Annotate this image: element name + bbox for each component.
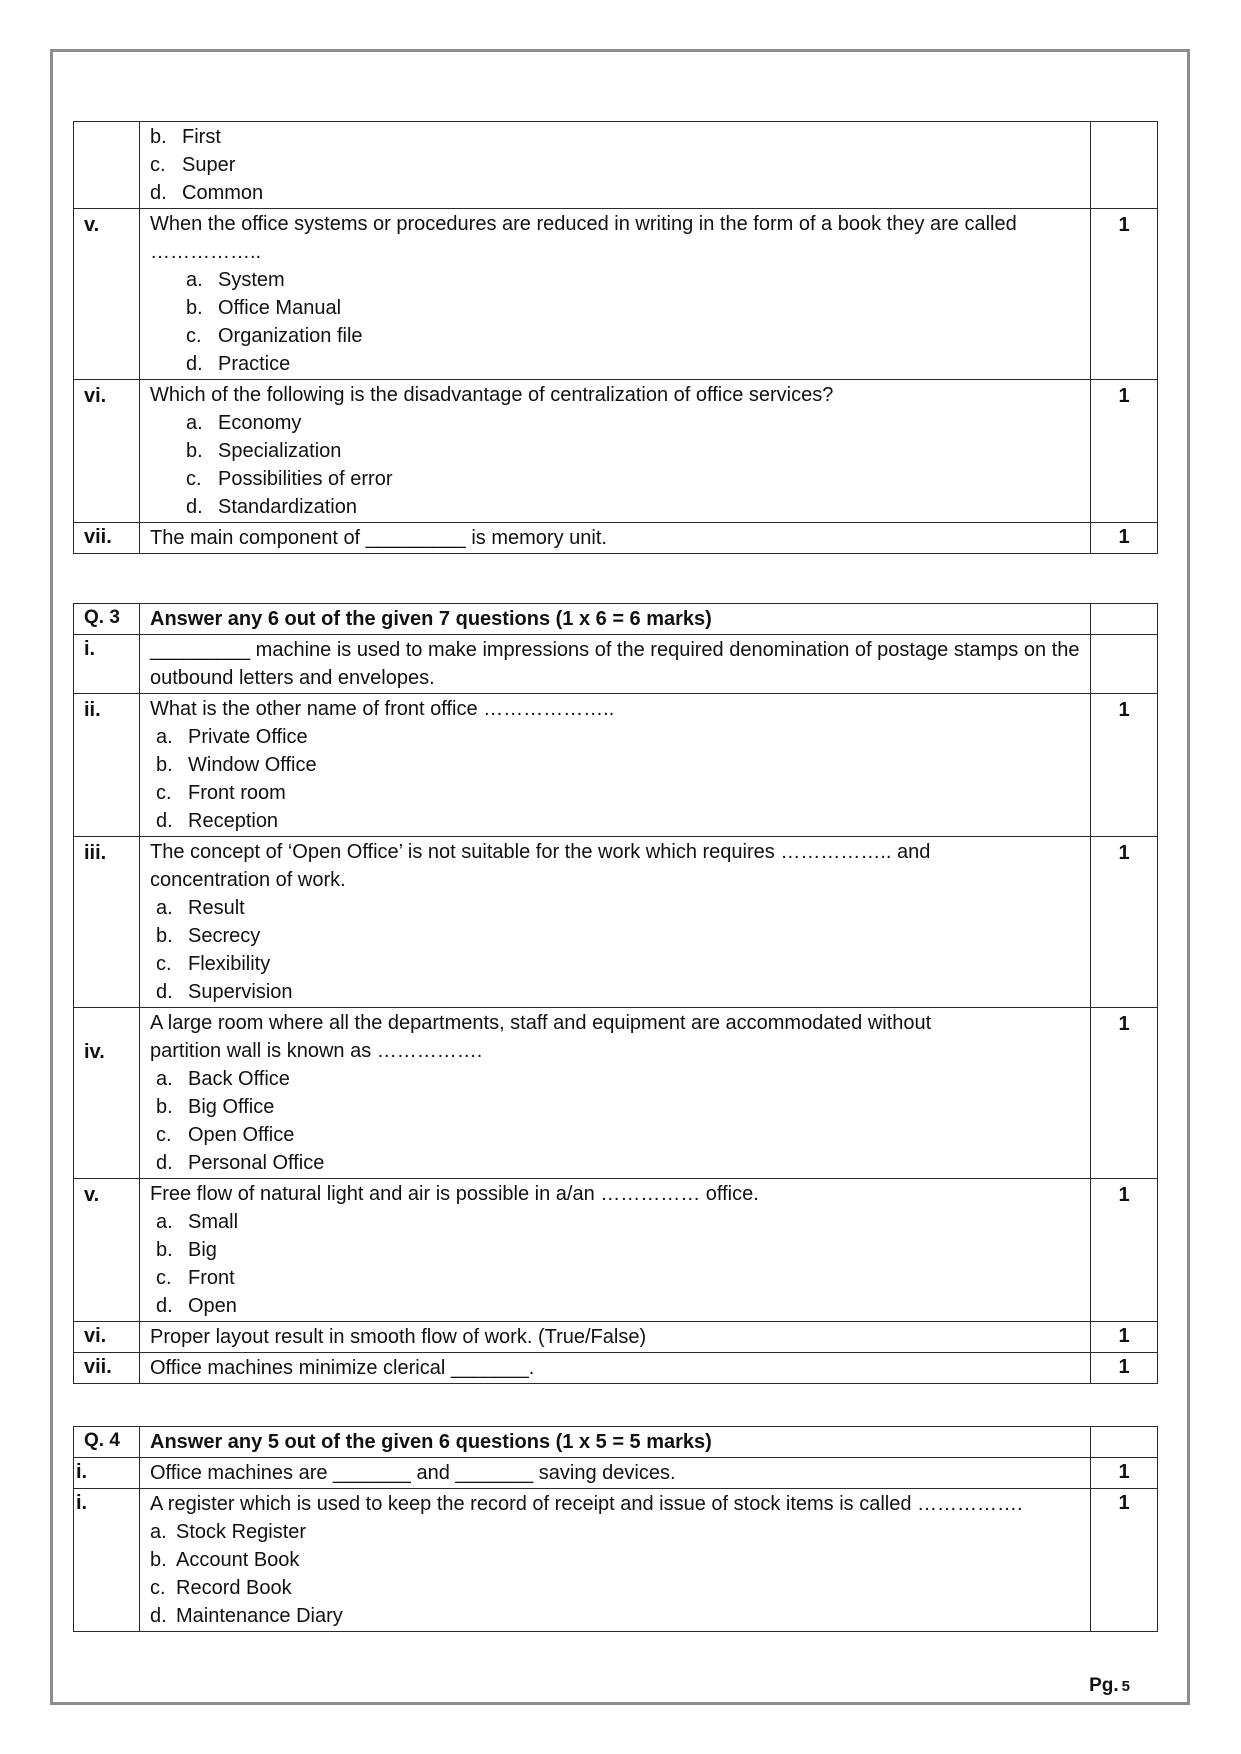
- question-mark: 1: [1091, 837, 1158, 1008]
- question-number: i.: [74, 635, 140, 694]
- mark-cell: [1091, 1427, 1158, 1458]
- question-number: vii.: [74, 1353, 140, 1384]
- question-text: A large room where all the departments, staff and equipment are accommodated without partition wall is known as …………….: [150, 1012, 932, 1062]
- question-number: vii.: [74, 523, 140, 554]
- question-text-cont: ……………..: [150, 241, 262, 263]
- table-row: [74, 380, 1158, 523]
- question-text-post: is memory unit.: [465, 527, 607, 549]
- question-body: [140, 1489, 1091, 1632]
- question-text: Which of the following is the disadvantage of centralization of office services?: [150, 384, 834, 406]
- question-number: iii.: [74, 837, 140, 1008]
- question-text: Office machines are _______ and _______ saving devices.: [140, 1458, 1091, 1489]
- option-b: b. Big Office: [156, 1096, 275, 1118]
- question-mark: 1: [1091, 380, 1158, 523]
- question-text-pre: The main component of: [150, 527, 366, 549]
- question-text: The concept of ‘Open Office’ is not suitable for the work which requires …………….. and concentration of work.: [150, 841, 931, 891]
- question-text: Office machines minimize clerical _______.: [140, 1353, 1091, 1384]
- table-row: [74, 209, 1158, 380]
- question-text: _________ machine is used to make impressions of the required denomination of postage stamps on the outbound letters and envelopes.: [140, 635, 1091, 694]
- question-mark: 1: [1091, 1322, 1158, 1353]
- option-c: c. Open Office: [156, 1124, 295, 1146]
- option-c: c. Front: [156, 1267, 235, 1289]
- option-c: c. Record Book: [150, 1577, 292, 1599]
- question-mark: 1: [1091, 1179, 1158, 1322]
- table-row: [74, 694, 1158, 837]
- question-mark: 1: [1091, 694, 1158, 837]
- option-d: d. Supervision: [156, 981, 293, 1003]
- question-body: [140, 380, 1091, 523]
- question-blank: _________: [365, 527, 466, 549]
- question-text: Free flow of natural light and air is possible in a/an …………… office.: [150, 1183, 759, 1205]
- option-a: a. Back Office: [156, 1068, 290, 1090]
- question-body: [140, 209, 1091, 380]
- option-b: b. Specialization: [186, 440, 342, 462]
- section-title: Answer any 6 out of the given 7 questions (1 x 6 = 6 marks): [140, 604, 1091, 635]
- option-d: d. Practice: [186, 353, 291, 375]
- question-mark: 1: [1091, 1008, 1158, 1179]
- question-mark: 1: [1091, 1458, 1158, 1489]
- table-row: [74, 1458, 1158, 1489]
- question-text: What is the other name of front office ………………..: [150, 698, 615, 720]
- option-c: c. Front room: [156, 782, 286, 804]
- option-a: a. System: [186, 269, 285, 291]
- section-header-row: [74, 604, 1158, 635]
- option-d: d. Common: [150, 182, 264, 204]
- table-row: [74, 635, 1158, 694]
- question-number: v.: [74, 1179, 140, 1322]
- mark-cell: [1091, 122, 1158, 209]
- question-number: v.: [74, 209, 140, 380]
- section-number: Q. 4: [74, 1427, 140, 1458]
- option-a: a. Result: [156, 897, 245, 919]
- option-c: c. Flexibility: [156, 953, 271, 975]
- option-d: d. Reception: [156, 810, 279, 832]
- option-b: b. Office Manual: [186, 297, 342, 319]
- question-number: ii.: [74, 694, 140, 837]
- page-label: Pg.: [1089, 1675, 1119, 1696]
- question-body: [140, 837, 1091, 1008]
- question-table-q2-continued: [73, 121, 1158, 554]
- question-table-q4: [73, 1426, 1158, 1632]
- question-body: [140, 523, 1091, 554]
- question-mark: 1: [1091, 523, 1158, 554]
- question-mark: 1: [1091, 209, 1158, 380]
- option-b: b. Account Book: [150, 1549, 300, 1571]
- option-b: b. Window Office: [156, 754, 317, 776]
- question-body: [140, 694, 1091, 837]
- question-body: [140, 1179, 1091, 1322]
- question-number: vi.: [74, 380, 140, 523]
- option-d: d. Open: [156, 1295, 237, 1317]
- option-d: d. Personal Office: [156, 1152, 325, 1174]
- option-a: a. Stock Register: [150, 1521, 307, 1543]
- question-text: When the office systems or procedures are reduced in writing in the form of a book they are called: [150, 213, 1017, 235]
- section-title: Answer any 5 out of the given 6 questions (1 x 5 = 5 marks): [140, 1427, 1091, 1458]
- table-row: [74, 122, 1158, 209]
- table-row: [74, 1353, 1158, 1384]
- option-c: c. Organization file: [186, 325, 363, 347]
- option-a: a. Economy: [186, 412, 302, 434]
- section-number: Q. 3: [74, 604, 140, 635]
- question-number: i.: [74, 1489, 140, 1632]
- table-row: [74, 1322, 1158, 1353]
- question-text: A register which is used to keep the record of receipt and issue of stock items is called …………….: [150, 1493, 1023, 1515]
- page-number-value: 5: [1121, 1678, 1130, 1695]
- option-a: a. Private Office: [156, 726, 308, 748]
- question-number-cell: [74, 122, 140, 209]
- table-row: [74, 1489, 1158, 1632]
- section-header-row: [74, 1427, 1158, 1458]
- page-number: [1089, 1675, 1130, 1697]
- question-mark: 1: [1091, 1489, 1158, 1632]
- table-row: [74, 837, 1158, 1008]
- mark-cell: [1091, 635, 1158, 694]
- question-number: i.: [74, 1458, 140, 1489]
- option-b: b. Big: [156, 1239, 217, 1261]
- question-mark: 1: [1091, 1353, 1158, 1384]
- table-row: [74, 1179, 1158, 1322]
- question-text: Proper layout result in smooth flow of work. (True/False): [140, 1322, 1091, 1353]
- question-number: vi.: [74, 1322, 140, 1353]
- option-a: a. Small: [156, 1211, 239, 1233]
- option-c: c. Super: [150, 154, 236, 176]
- option-b: b. First: [150, 126, 221, 148]
- question-table-q3: [73, 603, 1158, 1384]
- question-body: [140, 1008, 1091, 1179]
- option-b: b. Secrecy: [156, 925, 261, 947]
- question-options: [140, 122, 1091, 209]
- question-number: iv.: [74, 1008, 140, 1179]
- option-d: d. Standardization: [186, 496, 357, 518]
- table-row: [74, 1008, 1158, 1179]
- option-c: c. Possibilities of error: [186, 468, 393, 490]
- table-row: [74, 523, 1158, 554]
- mark-cell: [1091, 604, 1158, 635]
- option-d: d. Maintenance Diary: [150, 1605, 343, 1627]
